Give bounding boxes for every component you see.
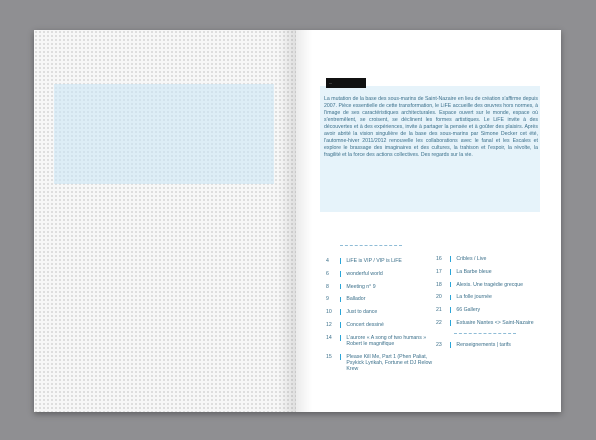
toc-item[interactable] [436,307,546,313]
toc-marker [340,284,341,290]
toc-page-number: 12 [326,321,332,328]
toc-marker [340,335,341,341]
toc-page-number: 20 [436,294,442,301]
toc-page-number: 6 [326,270,329,277]
toc-title: La Barbe bleue [456,268,492,275]
toc-title: Meeting n° 9 [346,283,376,290]
toc-marker [340,354,341,360]
toc-page-number: 15 [326,353,332,360]
gutter-shadow [278,30,296,412]
toc-marker [450,307,451,313]
toc-title: Ballador [346,296,366,303]
gutter-shadow [296,30,312,412]
intro-text: La mutation de la base des sous-marins de Saint-Nazaire en lieu de création s'affirme depuis 2007. Pièce essentielle de cette transformation, le LiFE accueille des œuvres hors normes, à l'image de ses caractéristiques architecturales. Espace ouvert sur le monde, espace où s'entremêlent, se croisent, se déclinent les formes artistiques. Le LiFE invite à des découvertes et à des expériences, invite à partager la pensée et à goûter des plaisirs. Après avoir abrité la vision singulière de la base des sous-marins par Simone Decker cet été, l'automne-hiver 2011/2012 renouvelle les collaborations avec le fanal et les Escales et explore le brassage des imaginaires et des cultures, la trahison et l'espoir, la révolte, la fragilité et la force des actions collectives. Des regards sur la vie. [324,96,538,158]
toc-page-number: 9 [326,296,329,303]
image-placeholder [54,84,274,184]
toc-item[interactable] [436,342,546,348]
left-page [34,30,296,412]
toc-marker [340,309,341,315]
toc-marker [450,320,451,326]
toc-item[interactable] [436,282,546,288]
right-page [296,30,561,412]
toc-marker [450,282,451,288]
toc-marker [450,269,451,275]
toc-title: L'aurore « A song of two humans » Robert le magnifique [346,334,427,348]
toc-page-number: 23 [436,341,442,348]
toc-item[interactable] [326,258,434,264]
toc-page-number: 22 [436,319,442,326]
toc-page-number: 8 [326,283,329,290]
toc-page-number: 17 [436,268,442,275]
toc-title: Please Kill Me, Part 1 (Phen Paliat, Psykick Lyrikah, Fortune et DJ Relow Krew [346,353,433,373]
toc-item[interactable] [326,284,434,290]
toc-page-number: 10 [326,309,332,316]
toc-item[interactable] [326,354,434,373]
magazine-spread [34,30,561,412]
toc-title: Cribles / Live [456,256,487,262]
toc-item[interactable] [436,256,546,262]
toc-title: Just to dance [346,309,378,316]
toc-title: Renseignements | tarifs [456,341,511,348]
toc-title: Concert dessiné [346,321,384,328]
toc-page-number: 14 [326,334,332,341]
toc-item[interactable] [326,322,434,328]
toc-right-column [436,256,546,355]
toc-marker [340,258,341,264]
toc-title: Estuaire Nantes <> Saint-Nazaire [456,319,534,326]
toc-item[interactable] [436,269,546,275]
toc-marker [340,322,341,328]
toc-page-number: 16 [436,256,442,262]
toc-page-number: 21 [436,307,442,314]
toc-marker [450,295,451,301]
toc-title: wonderful world [346,270,383,277]
toc-divider [340,245,402,246]
toc-divider [454,333,516,334]
toc-item[interactable] [326,296,434,302]
toc-marker [340,271,341,277]
toc-left-column [326,258,434,379]
toc-item[interactable] [326,271,434,277]
section-label-bar: ... [326,78,366,88]
toc-marker [340,297,341,303]
toc-item[interactable] [326,335,434,348]
toc-item[interactable] [436,294,546,300]
toc-title: Alexis. Une tragédie grecque [456,281,524,288]
toc-item[interactable] [326,309,434,315]
toc-page-number: 4 [326,258,329,264]
toc-page-number: 18 [436,281,442,288]
toc-marker [450,256,451,262]
toc-marker [450,342,451,348]
toc-title: La folle journée [456,294,492,301]
toc-title: LiFE is VIP / VIP is LiFE [346,258,402,264]
toc-item[interactable] [436,320,546,326]
toc-title: 66 Gallery [456,307,481,314]
